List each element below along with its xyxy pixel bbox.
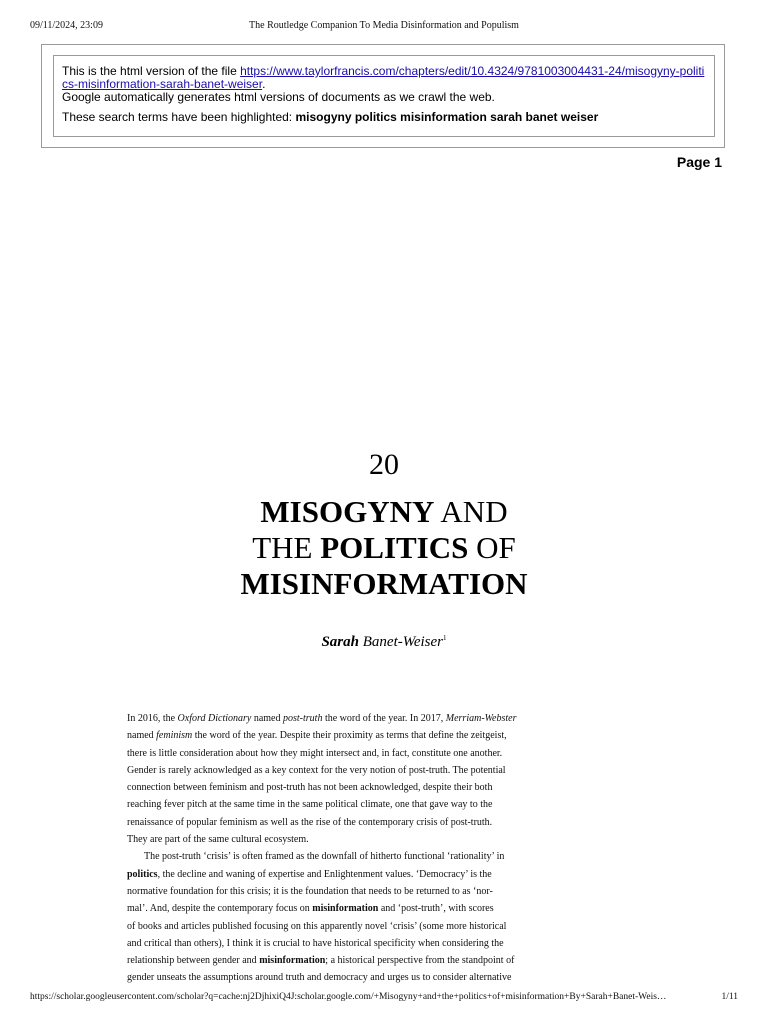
body-line: normative foundation for this crisis; it is the foundation that needs to be returned to as ‘nor- bbox=[127, 885, 493, 897]
body-line: there is little consideration about how they might intersect and, in fact, constitute one another. bbox=[127, 747, 503, 759]
highlighted-term: misinformation bbox=[259, 955, 326, 967]
highlighted-term: misinformation bbox=[312, 903, 379, 915]
cache-source-line bbox=[62, 65, 706, 91]
author-last-name: Banet-Weiser bbox=[359, 634, 444, 650]
body-line: renaissance of popular feminism as well as the rise of the contemporary crisis of post-truth. bbox=[127, 816, 493, 828]
body-text bbox=[127, 710, 570, 987]
highlighted-terms: misogyny politics misinformation sarah banet weiser bbox=[295, 110, 599, 124]
title-line-3 bbox=[0, 566, 768, 602]
print-footer-url: https://scholar.googleusercontent.com/scholar?q=cache:nj2DjhixiQ4J:scholar.google.com/+Misogyny+and+the+politics+of+misinformation+By+Sarah+Banet-Weis… bbox=[30, 992, 667, 1002]
italic-run: Oxford Dictionary bbox=[177, 713, 252, 724]
highlighted-term: politics bbox=[127, 868, 158, 880]
title-keyword: MISINFORMATION bbox=[240, 566, 528, 601]
link-suffix: . bbox=[262, 77, 266, 91]
text-run: named bbox=[251, 713, 283, 724]
author-byline bbox=[0, 634, 768, 651]
text-run: the word of the year. Despite their proximity as terms that define the zeitgeist, bbox=[192, 730, 507, 742]
print-page-number: 1/11 bbox=[721, 992, 738, 1002]
text-run: mal’. And, despite the contemporary focus on bbox=[127, 903, 313, 915]
text-run: relationship between gender and bbox=[127, 955, 260, 967]
author-first-name: Sarah bbox=[321, 634, 359, 650]
text-run: named bbox=[127, 730, 157, 742]
cache-intro-text: This is the html version of the file bbox=[62, 64, 241, 78]
body-line bbox=[127, 952, 570, 969]
title-line-1 bbox=[0, 494, 768, 530]
title-keyword: POLITICS bbox=[320, 530, 469, 565]
title-text: AND bbox=[434, 494, 508, 529]
body-line bbox=[127, 900, 570, 917]
chapter-number: 20 bbox=[369, 448, 399, 481]
body-line: reaching fever pitch at the same time in the same political climate, one that gave way to the bbox=[127, 799, 493, 811]
body-line: Gender is rarely acknowledged as a key context for the very notion of post-truth. The potential bbox=[127, 764, 506, 776]
terms-label: These search terms have been highlighted: bbox=[62, 110, 296, 124]
page-label: Page 1 bbox=[676, 154, 722, 170]
title-line-2 bbox=[0, 530, 768, 566]
highlight-terms-line bbox=[62, 111, 706, 124]
body-line bbox=[127, 710, 570, 727]
italic-run: feminism bbox=[156, 730, 193, 742]
italic-run: Merriam-Webster bbox=[445, 713, 517, 724]
body-line: They are part of the same cultural ecosystem. bbox=[127, 834, 309, 846]
body-line: of books and articles published focusing on this apparently novel ‘crisis’ (some more historical bbox=[127, 920, 507, 932]
body-line bbox=[127, 727, 570, 744]
print-datetime: 09/11/2024, 23:09 bbox=[30, 20, 103, 31]
author-footnote-marker: 1 bbox=[443, 634, 447, 642]
body-line: gender unseats the assumptions around truth and democracy and urges us to consider alternative bbox=[127, 972, 512, 984]
print-document-title: The Routledge Companion To Media Disinformation and Populism bbox=[249, 20, 519, 31]
auto-generated-note: Google automatically generates html versions of documents as we crawl the web. bbox=[62, 90, 495, 104]
source-link[interactable]: https://www.taylorfrancis.com/chapters/edit/10.4324/9781003004431-24/misogyny-politics-misinformation-sarah-banet-weiser bbox=[62, 64, 705, 91]
print-footer bbox=[30, 992, 738, 1006]
text-run: , the decline and waning of expertise and Enlightenment values. ‘Democracy’ is the bbox=[157, 868, 492, 880]
print-header bbox=[30, 20, 738, 34]
text-run: the word of the year. In 2017, bbox=[322, 713, 446, 724]
text-run: ; a historical perspective from the standpoint of bbox=[325, 955, 515, 967]
chapter-title bbox=[0, 494, 768, 602]
title-keyword: MISOGYNY bbox=[260, 494, 435, 529]
title-text: OF bbox=[468, 530, 516, 565]
text-run: In 2016, the bbox=[127, 713, 178, 724]
italic-run: post-truth bbox=[283, 713, 323, 724]
body-line: and critical than others), I think it is crucial to have historical specificity when considering the bbox=[127, 937, 504, 949]
body-line: connection between feminism and post-truth has not been acknowledged, despite their both bbox=[127, 782, 493, 794]
body-line bbox=[127, 866, 570, 883]
body-line: The post-truth ‘crisis’ is often framed as the downfall of hitherto functional ‘rationality’ in bbox=[144, 851, 505, 863]
text-run: and ‘post-truth’, with scores bbox=[378, 903, 494, 915]
title-text: THE bbox=[252, 530, 321, 565]
cache-notice bbox=[53, 55, 715, 137]
